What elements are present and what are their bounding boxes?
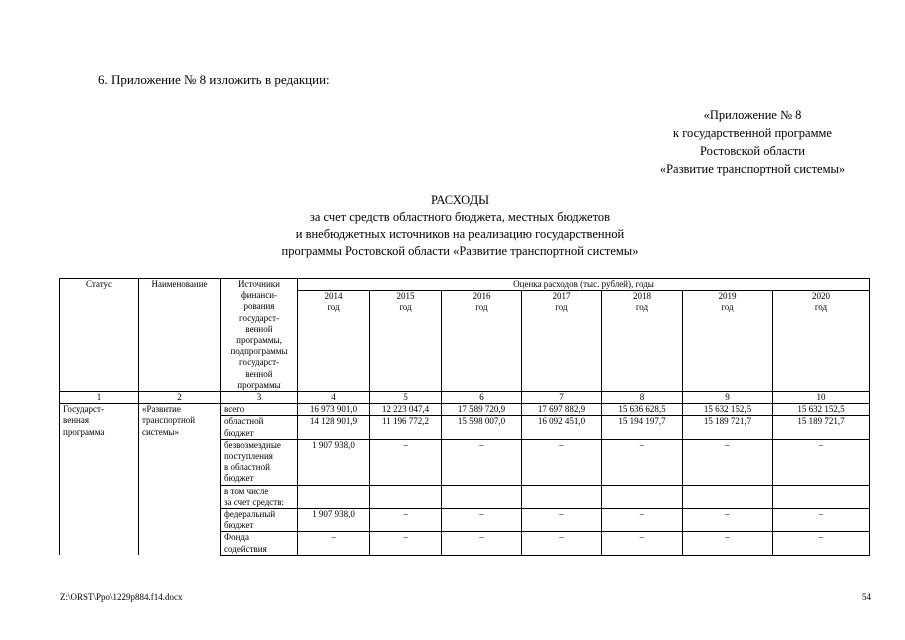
- value-cell: –: [522, 532, 602, 555]
- value-cell: –: [370, 439, 442, 485]
- value-cell: –: [442, 532, 522, 555]
- source-cell: в том числе за счет средств:: [221, 485, 298, 508]
- column-number-row: [60, 392, 870, 404]
- appendix-line: к государственной программе: [673, 126, 832, 140]
- value-cell: –: [773, 439, 870, 485]
- value-cell: 17 589 720,9: [442, 404, 522, 416]
- header-source-line: рования: [243, 301, 275, 312]
- page-number: 54: [862, 592, 871, 602]
- header-year: 2014 год: [298, 291, 370, 392]
- appendix-line: «Приложение № 8: [703, 108, 802, 122]
- value-cell: 11 196 772,2: [370, 416, 442, 439]
- appendix-line: Ростовской области: [700, 144, 805, 158]
- value-cell: –: [773, 532, 870, 555]
- source-cell: безвозмездные поступления в областной бюджет: [221, 439, 298, 485]
- heading-line: программы Ростовской области «Развитие транспортной системы»: [281, 244, 639, 258]
- value-cell: 16 092 451,0: [522, 416, 602, 439]
- value-cell: –: [683, 532, 773, 555]
- header-year: 2020 год: [773, 291, 870, 392]
- header-source-line: государст-: [239, 312, 279, 323]
- value-cell: 1 907 938,0: [298, 439, 370, 485]
- value-cell: –: [683, 439, 773, 485]
- value-cell: 15 632 152,5: [683, 404, 773, 416]
- header-year: 2019 год: [683, 291, 773, 392]
- value-cell: 15 598 007,0: [442, 416, 522, 439]
- source-cell: федеральный бюджет: [221, 509, 298, 532]
- value-cell: 16 973 901,0: [298, 404, 370, 416]
- header-year: 2016 год: [442, 291, 522, 392]
- appendix-line: «Развитие транспортной системы»: [659, 162, 846, 176]
- value-cell: 15 632 152,5: [773, 404, 870, 416]
- column-number: 4: [298, 392, 370, 404]
- header-source-line: программы: [237, 379, 281, 390]
- column-number: 7: [522, 392, 602, 404]
- value-cell: –: [773, 509, 870, 532]
- amendment-text: 6. Приложение № 8 изложить в редакции:: [98, 72, 330, 87]
- column-number: 5: [370, 392, 442, 404]
- value-cell: [442, 485, 522, 508]
- value-cell: 15 189 721,7: [773, 416, 870, 439]
- value-cell: [683, 485, 773, 508]
- header-year: 2015 год: [370, 291, 442, 392]
- header-year: 2017 год: [522, 291, 602, 392]
- value-cell: –: [370, 532, 442, 555]
- value-cell: –: [683, 509, 773, 532]
- column-number: 3: [221, 392, 298, 404]
- header-source-line: венной: [245, 323, 273, 334]
- value-cell: 15 194 197,7: [602, 416, 683, 439]
- header-source: [221, 279, 298, 392]
- footer-file-path: Z:\ORST\Ppo\1229p884.f14.docx: [60, 592, 183, 602]
- heading-title: РАСХОДЫ: [431, 193, 489, 207]
- document-heading: [200, 192, 720, 260]
- table-row: [60, 404, 870, 416]
- value-cell: –: [602, 439, 683, 485]
- header-source-line: программы,: [236, 335, 282, 346]
- header-source-line: государст-: [239, 357, 279, 368]
- column-number: 9: [683, 392, 773, 404]
- value-cell: –: [522, 509, 602, 532]
- header-status: Статус: [60, 279, 139, 392]
- appendix-note: [620, 106, 885, 178]
- header-source-line: Источники: [238, 279, 280, 289]
- column-number: 10: [773, 392, 870, 404]
- heading-line: за счет средств областного бюджета, местных бюджетов: [309, 210, 611, 224]
- expenses-table: [59, 278, 870, 556]
- value-cell: –: [602, 532, 683, 555]
- value-cell: 15 189 721,7: [683, 416, 773, 439]
- header-estimate: Оценка расходов (тыс. рублей), годы: [298, 279, 870, 291]
- source-cell: областной бюджет: [221, 416, 298, 439]
- column-number: 1: [60, 392, 139, 404]
- value-cell: [370, 485, 442, 508]
- value-cell: [602, 485, 683, 508]
- column-number: 6: [442, 392, 522, 404]
- value-cell: 15 636 628,5: [602, 404, 683, 416]
- value-cell: –: [298, 532, 370, 555]
- column-number: 2: [139, 392, 221, 404]
- value-cell: 14 128 901,9: [298, 416, 370, 439]
- value-cell: 1 907 938,0: [298, 509, 370, 532]
- status-cell: Государст- венная программа: [60, 404, 139, 556]
- value-cell: –: [442, 509, 522, 532]
- header-source-line: финанси-: [240, 290, 278, 301]
- value-cell: –: [602, 509, 683, 532]
- column-number: 8: [602, 392, 683, 404]
- value-cell: 12 223 047,4: [370, 404, 442, 416]
- value-cell: [773, 485, 870, 508]
- source-cell: Фонда содействия: [221, 532, 298, 555]
- source-cell: всего: [221, 404, 298, 416]
- value-cell: [298, 485, 370, 508]
- value-cell: 17 697 882,9: [522, 404, 602, 416]
- value-cell: [522, 485, 602, 508]
- heading-line: и внебюджетных источников на реализацию государственной: [295, 227, 625, 241]
- value-cell: –: [522, 439, 602, 485]
- value-cell: –: [442, 439, 522, 485]
- header-year: 2018 год: [602, 291, 683, 392]
- program-name-cell: «Развитие транспортной системы»: [139, 404, 221, 556]
- header-source-line: венной: [245, 368, 273, 379]
- header-name: Наименование: [139, 279, 221, 392]
- header-source-line: подпрограммы: [230, 346, 288, 357]
- value-cell: –: [370, 509, 442, 532]
